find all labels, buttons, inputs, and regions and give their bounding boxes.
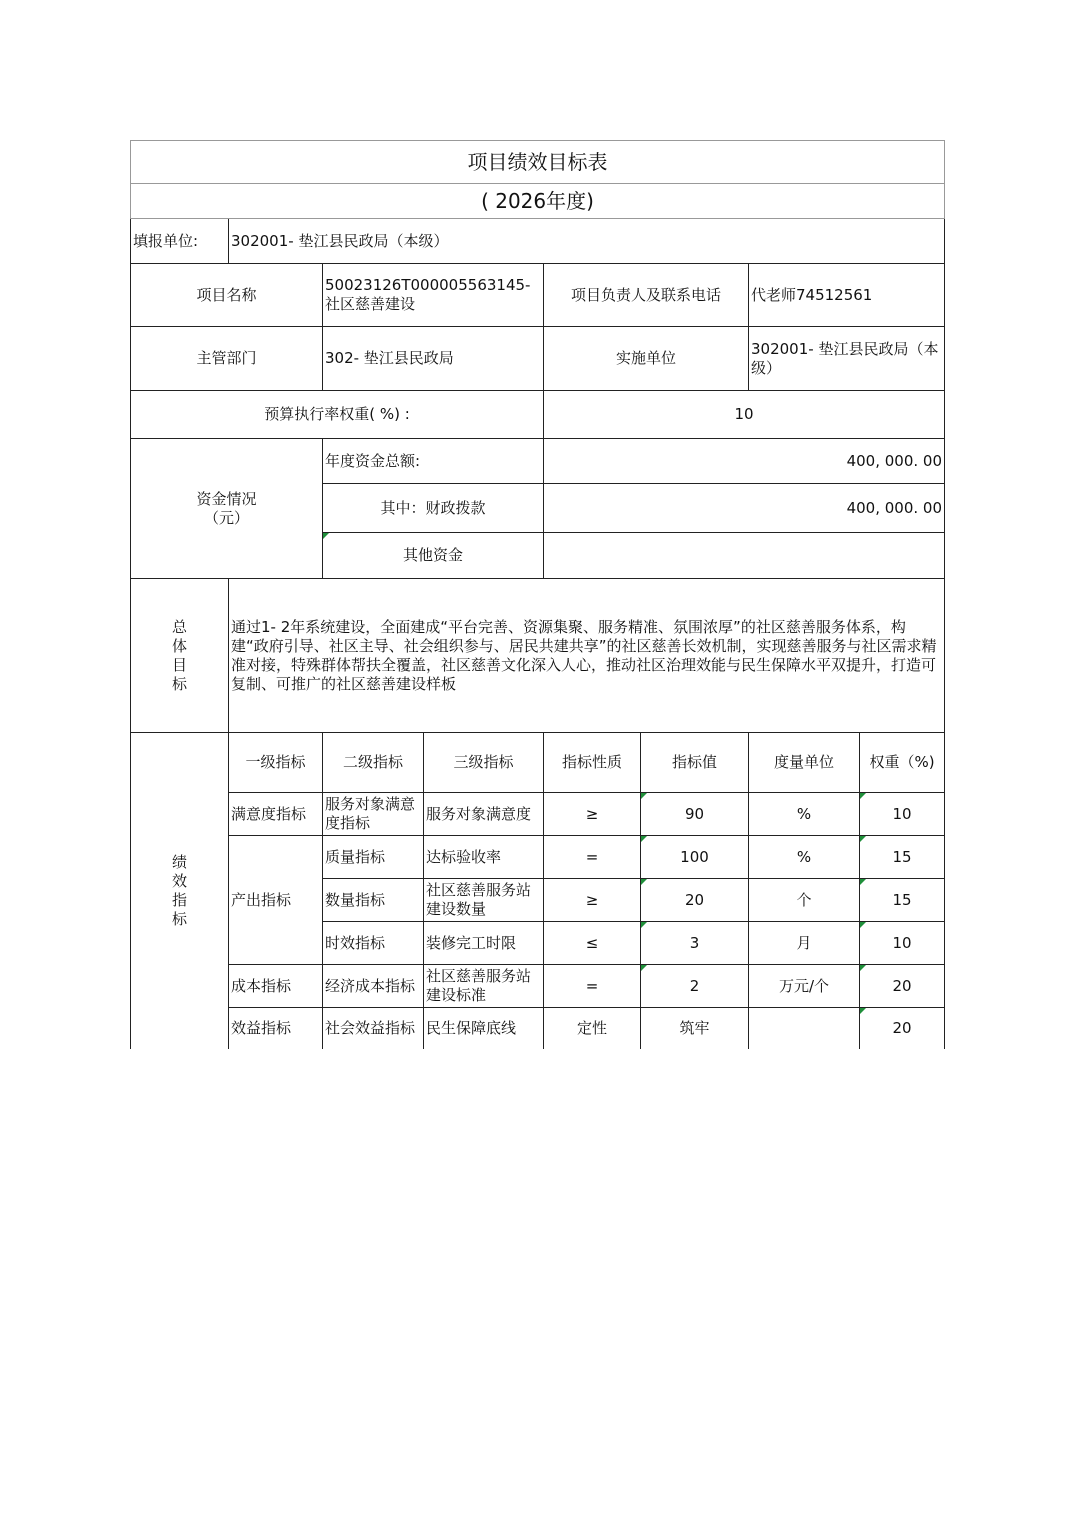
nature-cell: ≥ bbox=[544, 793, 641, 836]
nature-cell: = bbox=[544, 836, 641, 879]
overall-goal-label: 总 体 目 标 bbox=[131, 579, 229, 733]
impl-unit-label: 实施单位 bbox=[544, 327, 749, 391]
weight-cell: 20 bbox=[860, 1008, 945, 1049]
unit-cell: % bbox=[749, 836, 860, 879]
overall-goal-text: 通过1- 2年系统建设，全面建成“平台完善、资源集聚、服务精准、氛围浓厚”的社区慈善服务体系，构建“政府引导、社区主导、社会组织参与、居民共建共享”的社区慈善长效机制，实现慈善服务与社区需求精准对接，特殊群体帮扶全覆盖，社区慈善文化深入人心，推动社区治理效能与民生保障水平双提升，打造可复制、可推广的社区慈善建设样板 bbox=[229, 579, 945, 733]
weight-cell: 20 bbox=[860, 965, 945, 1008]
filler-label: 填报单位: bbox=[131, 219, 229, 264]
form-year: ( 2026年度) bbox=[131, 184, 945, 219]
level3-cell: 民生保障底线 bbox=[424, 1008, 544, 1049]
level2-cell: 时效指标 bbox=[323, 922, 424, 965]
level2-cell: 经济成本指标 bbox=[323, 965, 424, 1008]
header-level3: 三级指标 bbox=[424, 733, 544, 793]
funds-total-value: 400, 000. 00 bbox=[544, 439, 945, 484]
funds-fiscal-value: 400, 000. 00 bbox=[544, 484, 945, 533]
level3-cell: 装修完工时限 bbox=[424, 922, 544, 965]
budget-rate-label: 预算执行率权重( %) : bbox=[131, 391, 544, 439]
level2-cell: 数量指标 bbox=[323, 879, 424, 922]
dept-label: 主管部门 bbox=[131, 327, 323, 391]
nature-cell: 定性 bbox=[544, 1008, 641, 1049]
weight-cell: 15 bbox=[860, 836, 945, 879]
nature-cell: ≤ bbox=[544, 922, 641, 965]
value-cell: 90 bbox=[641, 793, 749, 836]
project-name-label: 项目名称 bbox=[131, 264, 323, 327]
table-row bbox=[131, 965, 945, 1008]
unit-cell bbox=[749, 1008, 860, 1049]
weight-cell: 10 bbox=[860, 793, 945, 836]
level2-cell: 服务对象满意度指标 bbox=[323, 793, 424, 836]
funds-total-label: 年度资金总额: bbox=[323, 439, 544, 484]
value-cell: 2 bbox=[641, 965, 749, 1008]
value-cell: 筑牢 bbox=[641, 1008, 749, 1049]
filler-value: 302001- 垫江县民政局（本级） bbox=[229, 219, 945, 264]
table-row bbox=[131, 793, 945, 836]
header-weight: 权重（%) bbox=[860, 733, 945, 793]
table-row bbox=[131, 1008, 945, 1049]
project-leader-label: 项目负责人及联系电话 bbox=[544, 264, 749, 327]
header-level1: 一级指标 bbox=[229, 733, 323, 793]
level3-cell: 达标验收率 bbox=[424, 836, 544, 879]
unit-cell: 万元/个 bbox=[749, 965, 860, 1008]
header-nature: 指标性质 bbox=[544, 733, 641, 793]
header-level2: 二级指标 bbox=[323, 733, 424, 793]
value-cell: 20 bbox=[641, 879, 749, 922]
project-leader-value: 代老师74512561 bbox=[749, 264, 945, 327]
indicators-label: 绩 效 指 标 bbox=[131, 733, 229, 1049]
level2-cell: 社会效益指标 bbox=[323, 1008, 424, 1049]
funds-fiscal-label: 其中：财政拨款 bbox=[323, 484, 544, 533]
level3-cell: 服务对象满意度 bbox=[424, 793, 544, 836]
form-title: 项目绩效目标表 bbox=[131, 141, 945, 184]
level2-cell: 质量指标 bbox=[323, 836, 424, 879]
table-row bbox=[131, 836, 945, 879]
header-value: 指标值 bbox=[641, 733, 749, 793]
performance-target-form bbox=[130, 140, 944, 1049]
level1-cost: 成本指标 bbox=[229, 965, 323, 1008]
impl-unit-value: 302001- 垫江县民政局（本级） bbox=[749, 327, 945, 391]
funds-other-value bbox=[544, 533, 945, 579]
funds-other-label: 其他资金 bbox=[323, 533, 544, 579]
weight-cell: 10 bbox=[860, 922, 945, 965]
value-cell: 3 bbox=[641, 922, 749, 965]
header-unit: 度量单位 bbox=[749, 733, 860, 793]
level1-benefit: 效益指标 bbox=[229, 1008, 323, 1049]
funds-label: 资金情况 （元） bbox=[131, 439, 323, 579]
dept-value: 302- 垫江县民政局 bbox=[323, 327, 544, 391]
nature-cell: = bbox=[544, 965, 641, 1008]
unit-cell: % bbox=[749, 793, 860, 836]
unit-cell: 月 bbox=[749, 922, 860, 965]
level3-cell: 社区慈善服务站建设数量 bbox=[424, 879, 544, 922]
performance-table bbox=[130, 140, 945, 1049]
value-cell: 100 bbox=[641, 836, 749, 879]
level1-output: 产出指标 bbox=[229, 836, 323, 965]
weight-cell: 15 bbox=[860, 879, 945, 922]
level3-cell: 社区慈善服务站建设标准 bbox=[424, 965, 544, 1008]
level1-satisfaction: 满意度指标 bbox=[229, 793, 323, 836]
unit-cell: 个 bbox=[749, 879, 860, 922]
nature-cell: ≥ bbox=[544, 879, 641, 922]
project-name-value: 50023126T000005563145- 社区慈善建设 bbox=[323, 264, 544, 327]
budget-rate-value: 10 bbox=[544, 391, 945, 439]
